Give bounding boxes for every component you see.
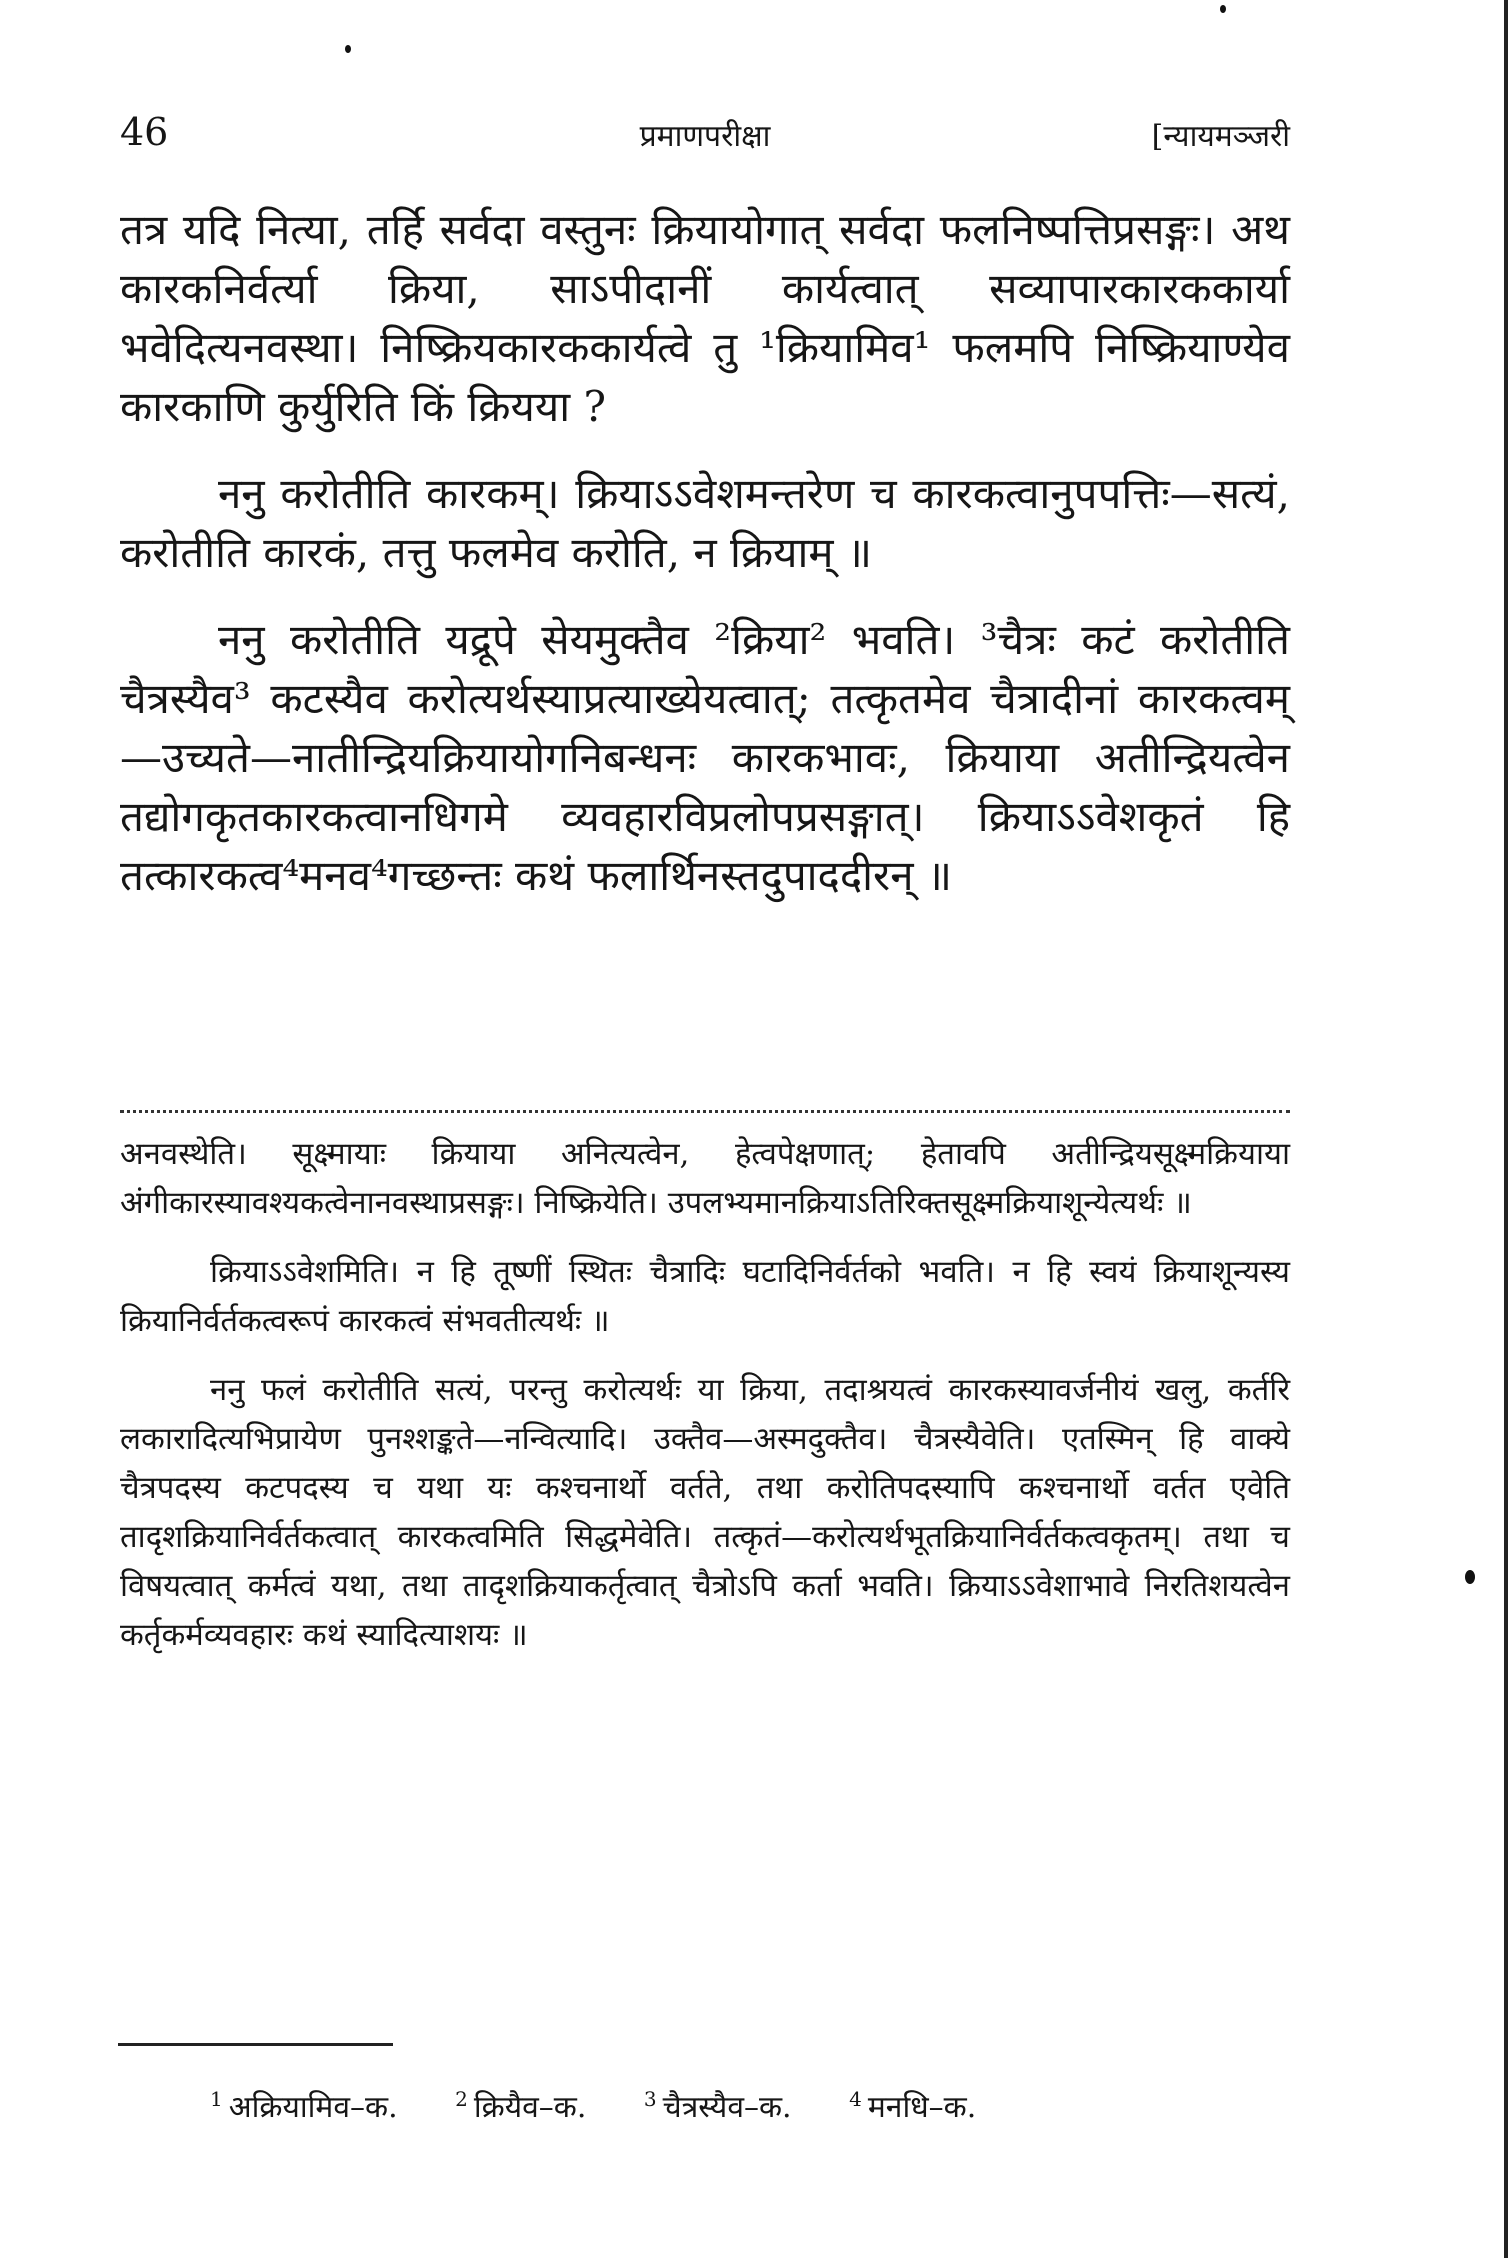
footnote-divider	[118, 2043, 393, 2046]
footnote-4	[849, 2087, 977, 2125]
commentary-paragraph-2: क्रियाऽऽवेशमिति। न हि तूष्णीं स्थितः चैत्रादिः घटादिनिर्वर्तको भवति। न हि स्वयं क्रियाशून्यस्य क्रियानिर्वर्तकत्वरूपं कारकत्वं संभवतीत्यर्थः ॥	[120, 1254, 1290, 1339]
footnote-3	[643, 2087, 792, 2125]
footnote-text: चैत्रस्यैव–क.	[662, 2090, 792, 2125]
footnote-number: 3	[643, 2087, 657, 2111]
running-title: प्रमाणपरीक्षा	[639, 119, 771, 154]
ink-speck	[1220, 5, 1226, 13]
main-paragraph-2: ननु करोतीति कारकम्। क्रियाऽऽवेशमन्तरेण च कारकत्वानुपपत्तिः—सत्यं, करोतीति कारकं, तत्तु फलमेव करोति, न क्रियाम् ॥	[120, 469, 1290, 577]
ink-speck	[1465, 1570, 1475, 1584]
section-title: [न्यायमञ्जरी	[1151, 119, 1290, 154]
main-paragraph-1: तत्र यदि नित्या, तर्हि सर्वदा वस्तुनः क्रियायोगात् सर्वदा फलनिष्पत्तिप्रसङ्गः। अथ कारकनिर्वर्त्या क्रिया, साऽपीदानीं कार्यत्वात् सव्यापारकारककार्या भवेदित्यनवस्था। निष्क्रियकारककार्यत्वे तु ¹क्रियामिव¹ फलमपि निष्क्रियाण्येव कारकाणि कुर्युरिति किं क्रियया ?	[120, 205, 1290, 431]
footnote-text: क्रियैव–क.	[473, 2090, 587, 2125]
footnote-1	[210, 2087, 398, 2125]
footnote-text: अक्रियामिव–क.	[228, 2090, 398, 2125]
footnote-number: 4	[849, 2087, 862, 2111]
commentary	[120, 1130, 1290, 1680]
commentary-paragraph-3: ननु फलं करोतीति सत्यं, परन्तु करोत्यर्थः या क्रिया, तदाश्रयत्वं कारकस्यावर्जनीयं खलु, कर्तरि लकारादित्यभिप्रायेण पुनश्शङ्कते—नन्वित्यादि। उक्तैव—अस्मदुक्तैव। चैत्रस्यैवेति। एतस्मिन् हि वाक्ये चैत्रपदस्य कटपदस्य च यथा यः कश्चनार्थो वर्तते, तथा करोतिपदस्यापि कश्चनार्थो वर्तत एवेति तादृशक्रियानिर्वर्तकत्वात् कारकत्वमिति सिद्धमेवेति। तत्कृतं—करोत्यर्थभूतक्रियानिर्वर्तकत्वकृतम्। तथा च विषयत्वात् कर्मत्वं यथा, तथा तादृशक्रियाकर्तृत्वात् चैत्रोऽपि कर्ता भवति। क्रियाऽऽवेशाभावे निरतिशयत्वेन कर्तृकर्मव्यवहारः कथं स्यादित्याशयः ॥	[120, 1372, 1290, 1653]
footnote-number: 1	[210, 2087, 223, 2111]
page-edge-shadow	[1504, 0, 1508, 2258]
page-number: 46	[120, 110, 169, 154]
footnote-text: मनधि–क.	[867, 2090, 977, 2125]
commentary-paragraph-1: अनवस्थेति। सूक्ष्मायाः क्रियाया अनित्यत्वेन, हेत्वपेक्षणात्; हेतावपि अतीन्द्रियसूक्ष्मक्रियाया अंगीकारस्यावश्यकत्वेनानवस्थाप्रसङ्गः। निष्क्रियेति। उपलभ्यमानक्रियाऽतिरिक्तसूक्ष्मक्रियाशून्येत्यर्थः ॥	[120, 1136, 1290, 1221]
main-text	[120, 200, 1290, 933]
dotted-divider	[120, 1110, 1290, 1113]
footnote-number: 2	[455, 2087, 468, 2111]
ink-speck	[345, 45, 351, 53]
footnote-2	[455, 2087, 587, 2125]
footnotes	[210, 2085, 1290, 2126]
main-paragraph-3: ननु करोतीति यद्रूपे सेयमुक्तैव ²क्रिया² भवति। ³चैत्रः कटं करोतीति चैत्रस्यैव³ कटस्यैव करोत्यर्थस्याप्रत्याख्येयत्वात्; तत्कृतमेव चैत्रादीनां कारकत्वम्—उच्यते—नातीन्द्रियक्रियायोगनिबन्धनः कारकभावः, क्रियाया अतीन्द्रियत्वेन तद्योगकृतकारकत्वानधिगमे व्यवहारविप्रलोपप्रसङ्गात्। क्रियाऽऽवेशकृतं हि तत्कारकत्व⁴मनव⁴गच्छन्तः कथं फलार्थिनस्तदुपाददीरन् ॥	[120, 615, 1290, 900]
page-header	[120, 110, 1290, 170]
